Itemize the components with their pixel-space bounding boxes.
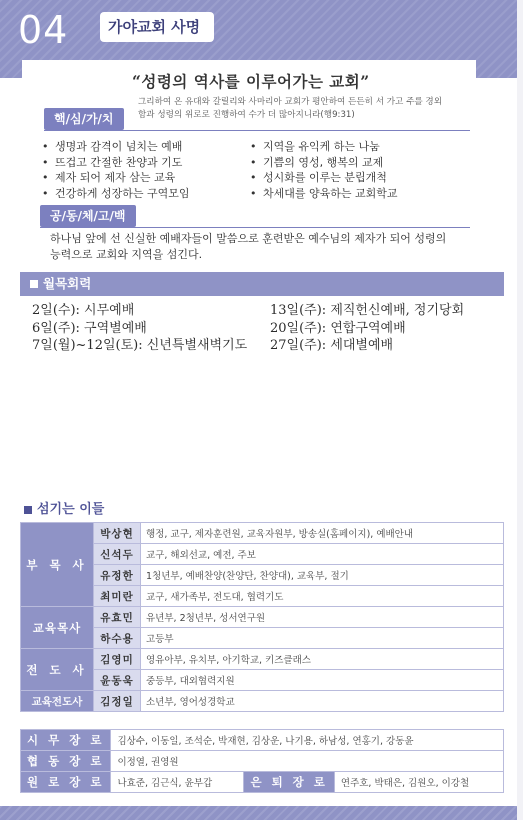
monthly-calendar-header bbox=[20, 272, 504, 296]
core-values-divider bbox=[44, 130, 470, 131]
scripture-verse: 그리하여 온 유대와 갈릴리와 사마리아 교회가 평안하여 든든히 서 가고 주를 경외함과 성령의 위로로 진행하여 수가 더 많아지니라(행9:31) bbox=[138, 97, 443, 120]
category-active-elders: 시 무 장 로 bbox=[21, 730, 111, 751]
category-associate-elders: 협 동 장 로 bbox=[21, 751, 111, 772]
list-item: • 기쁨의 영성, 행복의 교제 bbox=[250, 155, 398, 171]
staff-duty: 교구, 새가족부, 전도대, 협력기도 bbox=[141, 586, 504, 607]
list-item: • 차세대를 양육하는 교회학교 bbox=[250, 186, 398, 202]
table-row bbox=[21, 730, 504, 751]
elder-names: 이정열, 권영원 bbox=[111, 751, 504, 772]
list-item: • 건강하게 성장하는 구역모임 bbox=[42, 186, 190, 202]
square-bullet-icon bbox=[30, 280, 38, 288]
table-row bbox=[21, 607, 504, 628]
elders-table bbox=[20, 729, 504, 793]
category-pastors: 부 목 사 bbox=[21, 523, 94, 607]
monthly-events-right bbox=[270, 302, 464, 355]
table-row bbox=[21, 691, 504, 712]
monthly-events-left bbox=[32, 302, 247, 355]
section-title: 가야교회 사명 bbox=[108, 18, 201, 36]
event-item: 6일(주): 구역별예배 bbox=[32, 320, 147, 336]
event-item: 7일(월)~12일(토): 신년특별새벽기도 bbox=[32, 338, 248, 353]
list-item: • 지역을 유익케 하는 나눔 bbox=[250, 139, 398, 155]
table-row bbox=[21, 772, 504, 793]
staff-name: 김정일 bbox=[94, 691, 141, 712]
category-education-evangelists: 교육전도사 bbox=[21, 691, 94, 712]
staff-name: 최미란 bbox=[94, 586, 141, 607]
core-values-right bbox=[250, 139, 398, 201]
square-bullet-icon bbox=[24, 506, 32, 514]
confession-divider bbox=[40, 227, 470, 228]
list-item: • 제자 되어 제자 삼는 교육 bbox=[42, 170, 190, 186]
staff-table bbox=[20, 522, 504, 712]
staff-name: 윤동욱 bbox=[94, 670, 141, 691]
table-row bbox=[21, 523, 504, 544]
servants-title: 섬기는 이들 bbox=[37, 502, 105, 517]
elder-names: 김상수, 이동일, 조석순, 박재현, 김상운, 나기용, 하남성, 연홍기, 강동윤 bbox=[111, 730, 504, 751]
confession-text: 하나님 앞에 선 신실한 예배자들이 말씀으로 훈련받은 예수님의 제자가 되어 성령의 능력으로 교회와 지역을 섬긴다. bbox=[50, 232, 447, 261]
page-edge bbox=[517, 0, 523, 820]
footer-band bbox=[0, 806, 523, 820]
table-row bbox=[21, 628, 504, 649]
category-retired-elders: 은 퇴 장 로 bbox=[244, 772, 334, 793]
core-values-tag: 핵/심/가/치 bbox=[44, 108, 124, 130]
staff-duty: 고등부 bbox=[141, 628, 504, 649]
staff-duty: 중등부, 대외협력지원 bbox=[141, 670, 504, 691]
category-emeritus-elders: 원 로 장 로 bbox=[21, 772, 111, 793]
table-row bbox=[21, 544, 504, 565]
section-number: 04 bbox=[18, 8, 69, 52]
staff-name: 하수용 bbox=[94, 628, 141, 649]
staff-duty: 유년부, 2청년부, 성서연구원 bbox=[141, 607, 504, 628]
staff-name: 김영미 bbox=[94, 649, 141, 670]
confession-tag: 공/동/체/고/백 bbox=[40, 205, 136, 227]
monthly-calendar-title: 월목회력 bbox=[43, 276, 92, 291]
event-item: 27일(주): 세대별예배 bbox=[270, 338, 394, 353]
staff-name: 유효민 bbox=[94, 607, 141, 628]
staff-duty: 소년부, 영어성경학교 bbox=[141, 691, 504, 712]
list-item: • 생명과 감격이 넘치는 예배 bbox=[42, 139, 190, 155]
staff-duty: 영유아부, 유치부, 아기학교, 키즈클래스 bbox=[141, 649, 504, 670]
table-row bbox=[21, 565, 504, 586]
list-item: • 성시화를 이루는 분립개척 bbox=[250, 170, 398, 186]
table-row bbox=[21, 586, 504, 607]
staff-duty: 행정, 교구, 제자훈련원, 교육자원부, 방송실(홈페이지), 예배안내 bbox=[141, 523, 504, 544]
event-item: 13일(주): 제직헌신예배, 정기당회 bbox=[270, 303, 465, 318]
church-slogan: “성령의 역사를 이루어가는 교회” bbox=[132, 72, 370, 91]
event-item: 20일(주): 연합구역예배 bbox=[270, 320, 406, 336]
table-row bbox=[21, 670, 504, 691]
servants-header bbox=[24, 498, 104, 517]
staff-duty: 1청년부, 예배찬양(찬양단, 찬양대), 교육부, 절기 bbox=[141, 565, 504, 586]
staff-name: 신석두 bbox=[94, 544, 141, 565]
staff-name: 박상현 bbox=[94, 523, 141, 544]
elder-names: 연주호, 박태은, 김원오, 이강철 bbox=[334, 772, 503, 793]
core-values-left bbox=[42, 139, 190, 201]
list-item: • 뜨겁고 간절한 찬양과 기도 bbox=[42, 155, 190, 171]
staff-name: 유정한 bbox=[94, 565, 141, 586]
table-row bbox=[21, 649, 504, 670]
table-row bbox=[21, 751, 504, 772]
staff-duty: 교구, 해외선교, 예전, 주보 bbox=[141, 544, 504, 565]
elder-names: 나효준, 김근식, 윤부갑 bbox=[111, 772, 244, 793]
category-evangelists: 전 도 사 bbox=[21, 649, 94, 691]
event-item: 2일(수): 시무예배 bbox=[32, 303, 135, 318]
category-education-pastors: 교육목사 bbox=[21, 607, 94, 649]
